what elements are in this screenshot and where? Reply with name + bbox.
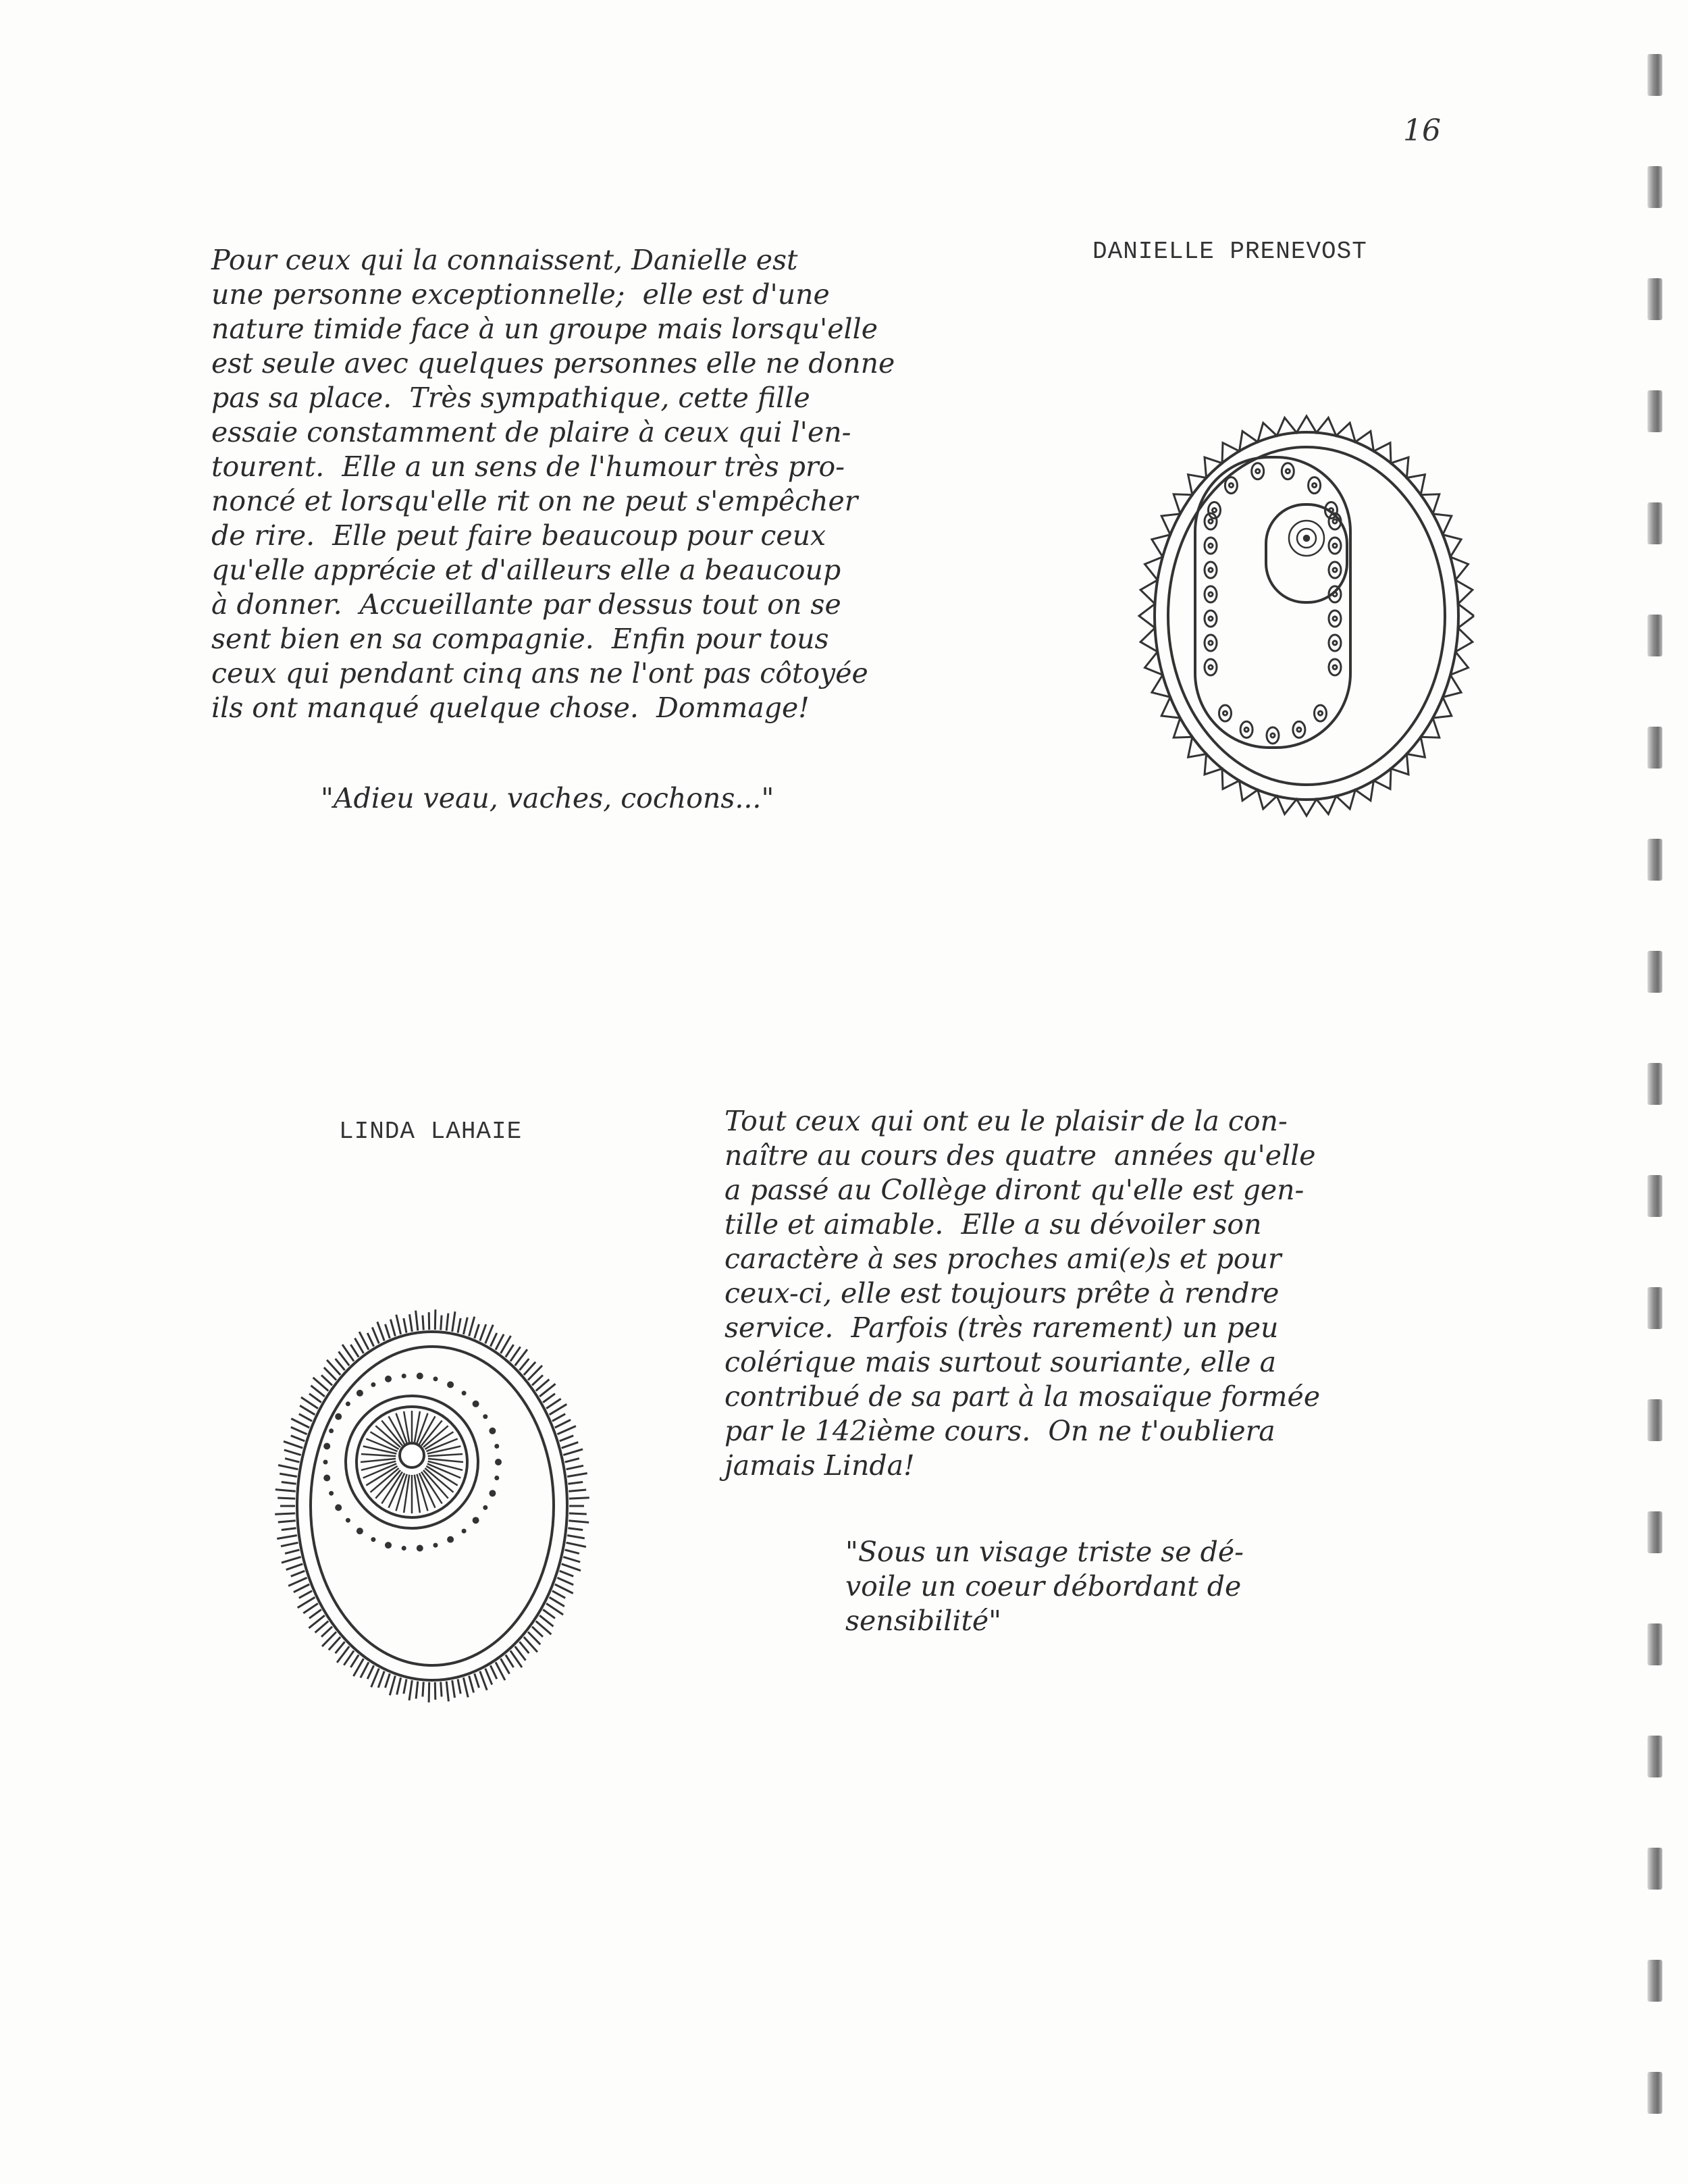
- dot: [473, 1517, 479, 1524]
- bead: [1205, 635, 1217, 651]
- dot: [346, 1518, 350, 1523]
- dot: [346, 1401, 350, 1406]
- hair-stroke: [569, 1498, 589, 1499]
- danielle-bio-line: ceux qui pendant cinq ans ne l'ont pas côtoyée: [211, 657, 868, 690]
- outer-oval: [1155, 432, 1458, 800]
- hair-stroke: [282, 1482, 296, 1484]
- inner-rounded-frame: [1195, 457, 1350, 748]
- dot: [483, 1505, 487, 1510]
- hair-stroke: [567, 1474, 587, 1477]
- hair-stroke: [390, 1320, 395, 1336]
- hair-stroke: [409, 1680, 412, 1700]
- hair-stroke: [278, 1465, 298, 1470]
- hair-stroke: [299, 1591, 312, 1598]
- hair-stroke: [480, 1324, 486, 1341]
- page-number: 16: [1403, 113, 1441, 148]
- spiky-outer-ring: [1139, 416, 1474, 816]
- bead: [1205, 610, 1217, 627]
- linda-bio-line: a passé au Collège diront qu'elle est gen-: [724, 1174, 1304, 1206]
- spike-zigzag: [1139, 416, 1474, 816]
- hair-stroke: [475, 1324, 479, 1338]
- linda-bio-line: ceux-ci, elle est toujours prête à rendre: [724, 1277, 1280, 1309]
- bead-core: [1209, 544, 1213, 548]
- hair-stroke: [475, 1673, 479, 1688]
- hair-stroke: [435, 1682, 436, 1700]
- danielle-bio-line: est seule avec quelques personnes elle ne donne: [211, 347, 895, 380]
- hair-stroke: [555, 1420, 571, 1428]
- bead: [1205, 538, 1217, 554]
- hair-stroke: [452, 1311, 455, 1332]
- linda-bio-line: jamais Linda!: [724, 1449, 915, 1482]
- dot: [335, 1413, 342, 1420]
- linda-oval-drawing: [260, 1286, 604, 1725]
- hair-stroke: [278, 1498, 295, 1499]
- hair-stroke: [294, 1584, 309, 1592]
- hair-stroke: [285, 1459, 299, 1463]
- hair-stroke: [350, 1345, 359, 1357]
- hair-stroke: [281, 1542, 298, 1546]
- linda-bio-line: colérique mais surtout souriante, elle a: [724, 1346, 1277, 1378]
- hair-stroke: [378, 1671, 384, 1688]
- hair-stroke: [416, 1311, 418, 1331]
- bead-core: [1229, 484, 1233, 488]
- hair-stroke: [469, 1317, 475, 1336]
- bead: [1205, 562, 1217, 578]
- hair-stroke: [372, 1327, 379, 1343]
- bead: [1240, 721, 1252, 737]
- dot: [462, 1529, 467, 1534]
- bead: [1205, 659, 1217, 675]
- hair-stroke: [397, 1678, 401, 1694]
- hair-stroke: [557, 1426, 576, 1434]
- linda-bio-line: caractère à ses proches ami(e)s et pour: [724, 1243, 1282, 1275]
- flower-center: [1289, 521, 1324, 556]
- bead-core: [1209, 519, 1213, 523]
- hair-stroke: [568, 1482, 583, 1484]
- dot: [462, 1390, 467, 1395]
- hair-stroke: [490, 1333, 496, 1347]
- hair-stroke: [490, 1665, 496, 1679]
- hair-stroke: [277, 1536, 297, 1539]
- ray: [428, 1454, 463, 1456]
- dot: [385, 1542, 392, 1549]
- bead-core: [1333, 519, 1337, 523]
- bead: [1309, 477, 1321, 494]
- hair-stroke: [284, 1441, 302, 1448]
- hair-stroke: [463, 1318, 467, 1334]
- bead-core: [1271, 733, 1275, 737]
- hair-stroke: [286, 1564, 303, 1570]
- binding-hole: [1647, 839, 1662, 881]
- ray: [363, 1447, 397, 1454]
- hair-stroke: [557, 1578, 573, 1585]
- hair-stroke: [552, 1591, 565, 1598]
- binding-hole: [1647, 390, 1662, 432]
- binding-hole: [1647, 1399, 1662, 1441]
- hair-stroke: [496, 1334, 504, 1350]
- hair-stroke: [560, 1436, 574, 1441]
- binding-hole: [1647, 1063, 1662, 1105]
- dot: [323, 1475, 330, 1482]
- hair-stroke: [291, 1436, 305, 1441]
- dot: [483, 1414, 487, 1419]
- danielle-bio-line: tourent. Elle a un sens de l'humour très pro-: [211, 450, 845, 483]
- binding-hole: [1647, 1623, 1662, 1665]
- middle-oval: [311, 1347, 554, 1665]
- hair-stroke: [371, 1669, 379, 1688]
- bead: [1315, 705, 1327, 721]
- hair-stroke: [485, 1669, 492, 1685]
- hair-stroke: [336, 1359, 345, 1370]
- linda-bio-line: tille et aimable. Elle a su dévoiler son: [724, 1208, 1262, 1241]
- hair-stroke: [519, 1359, 529, 1370]
- hair-stroke: [458, 1679, 460, 1694]
- binding-hole: [1647, 1736, 1662, 1777]
- dot: [371, 1537, 375, 1542]
- bead-core: [1244, 727, 1248, 731]
- bead-core: [1209, 641, 1213, 645]
- bead: [1329, 659, 1341, 675]
- hair-stroke: [410, 1314, 413, 1332]
- bead-core: [1223, 711, 1228, 715]
- hair-stroke: [309, 1609, 321, 1618]
- hair-stroke: [501, 1659, 510, 1674]
- binding-hole: [1647, 54, 1662, 96]
- hair-stroke: [506, 1655, 514, 1667]
- ray: [361, 1454, 396, 1456]
- danielle-bio-line: noncé et lorsqu'elle rit on ne peut s'empêcher: [211, 485, 858, 517]
- dot: [357, 1390, 363, 1397]
- danielle-bio-line: pas sa place. Très sympathique, cette fille: [211, 382, 810, 414]
- dot: [489, 1428, 496, 1434]
- hair-stroke: [568, 1528, 583, 1530]
- hair-stroke: [463, 1678, 468, 1697]
- linda-bio-line: par le 142ième cours. On ne t'oubliera: [724, 1415, 1275, 1447]
- bead-core: [1209, 592, 1213, 596]
- hair-stroke: [285, 1550, 299, 1554]
- center-eye: [400, 1443, 424, 1467]
- dot: [494, 1476, 499, 1480]
- bead: [1225, 477, 1237, 494]
- linda-quote: [845, 1535, 1386, 1638]
- bead-core: [1297, 727, 1301, 731]
- linda-bio-line: naître au cours des quatre années qu'elle: [724, 1139, 1316, 1172]
- hair-stroke: [506, 1345, 514, 1357]
- danielle-oval-drawing: [1124, 393, 1489, 839]
- hair-stroke: [336, 1642, 345, 1653]
- hair-stroke: [367, 1333, 373, 1347]
- danielle-bio-line: nature timide face à un groupe mais lorsqu'elle: [211, 313, 878, 345]
- dot: [335, 1504, 342, 1511]
- hair-stroke: [458, 1318, 460, 1333]
- hair-stroke: [562, 1442, 579, 1449]
- binding-hole: [1647, 1287, 1662, 1329]
- hair-stroke: [563, 1449, 583, 1455]
- hair-stroke: [282, 1528, 296, 1530]
- binding-hole: [1647, 615, 1662, 656]
- binding-hole: [1647, 166, 1662, 208]
- hair-stroke: [355, 1338, 364, 1354]
- bead: [1282, 463, 1294, 479]
- bead-core: [1333, 568, 1337, 572]
- hair-stroke: [390, 1675, 395, 1695]
- danielle-quote: [321, 781, 928, 816]
- bead-core: [1333, 617, 1337, 621]
- hair-stroke: [321, 1627, 332, 1637]
- danielle-bio-line: de rire. Elle peut faire beaucoup pour ceux: [211, 519, 826, 552]
- binding-hole: [1647, 951, 1662, 993]
- binding-hole: [1647, 1960, 1662, 2002]
- bead: [1293, 721, 1305, 737]
- bead-core: [1319, 711, 1323, 715]
- hair-stroke: [532, 1375, 543, 1385]
- hair-stroke: [361, 1662, 369, 1678]
- dot: [447, 1536, 454, 1543]
- hair-stroke: [441, 1316, 442, 1330]
- hair-stroke: [519, 1642, 529, 1653]
- danielle-bio-line: qu'elle apprécie et d'ailleurs elle a beaucoup: [211, 554, 841, 586]
- hair-stroke: [284, 1450, 301, 1455]
- danielle-bio: [211, 243, 1008, 725]
- bead-core: [1333, 665, 1337, 669]
- bead-core: [1313, 484, 1317, 488]
- bead-core: [1333, 641, 1337, 645]
- bead-core: [1256, 469, 1260, 473]
- hair-stroke: [562, 1564, 581, 1571]
- hair-stroke: [367, 1665, 373, 1679]
- ray: [428, 1459, 463, 1462]
- hair-stroke: [452, 1680, 455, 1698]
- binding-hole: [1647, 2072, 1662, 2114]
- hair-stroke: [560, 1571, 574, 1576]
- dot: [417, 1545, 423, 1552]
- dot: [371, 1382, 375, 1387]
- hair-stroke: [563, 1557, 580, 1562]
- danielle-bio-line: ils ont manqué quelque chose. Dommage!: [211, 692, 810, 724]
- bead: [1205, 586, 1217, 602]
- dot: [385, 1376, 392, 1382]
- hair-stroke: [291, 1419, 309, 1428]
- linda-name: LINDA LAHAIE: [339, 1118, 523, 1145]
- dot: [489, 1490, 496, 1497]
- hair-stroke: [300, 1405, 315, 1415]
- bead: [1267, 727, 1279, 744]
- hair-stroke: [416, 1682, 418, 1699]
- hairy-outer-ring: [275, 1309, 589, 1702]
- hair-stroke: [567, 1536, 585, 1538]
- danielle-bio-line: essaie constamment de plaire à ceux qui l'en-: [211, 416, 851, 448]
- linda-quote-line: voile un coeur débordant de: [845, 1570, 1242, 1603]
- danielle-quote-line: "Adieu veau, vaches, cochons...": [321, 782, 774, 814]
- hair-stroke: [282, 1557, 301, 1563]
- bead-core: [1333, 544, 1337, 548]
- binding-hole: [1647, 1175, 1662, 1217]
- hair-stroke: [543, 1609, 555, 1618]
- bead-core: [1213, 509, 1217, 513]
- hair-stroke: [303, 1603, 318, 1613]
- ray: [427, 1447, 461, 1454]
- hair-stroke: [396, 1315, 401, 1334]
- hair-stroke: [321, 1375, 332, 1385]
- ray: [361, 1459, 396, 1462]
- bead-core: [1286, 469, 1290, 473]
- dot: [433, 1376, 438, 1381]
- hair-stroke: [299, 1414, 312, 1422]
- hair-stroke: [386, 1673, 390, 1688]
- binding-hole: [1647, 1511, 1662, 1553]
- hair-stroke: [555, 1584, 573, 1593]
- bead: [1219, 705, 1232, 721]
- dot: [323, 1443, 330, 1450]
- dot: [357, 1528, 363, 1534]
- hair-stroke: [552, 1414, 565, 1422]
- hair-stroke: [441, 1682, 442, 1697]
- hair-stroke: [404, 1318, 406, 1333]
- dot: [323, 1460, 328, 1465]
- linda-quote-line: sensibilité": [845, 1605, 1002, 1637]
- bead-core: [1209, 665, 1213, 669]
- dot: [433, 1543, 438, 1548]
- hair-stroke: [485, 1325, 494, 1344]
- danielle-name: DANIELLE PRENEVOST: [1092, 238, 1367, 265]
- spiral-binding: [1642, 54, 1669, 2184]
- hair-stroke: [386, 1324, 390, 1338]
- binding-hole: [1647, 1848, 1662, 1890]
- hair-stroke: [404, 1679, 406, 1694]
- hair-stroke: [569, 1490, 586, 1491]
- dot: [329, 1428, 334, 1433]
- dot: [417, 1373, 423, 1380]
- bead: [1252, 463, 1264, 479]
- bead-core: [1209, 568, 1213, 572]
- hair-stroke: [566, 1542, 586, 1546]
- hair-stroke: [550, 1597, 564, 1607]
- danielle-bio-line: Pour ceux qui la connaissent, Danielle est: [211, 244, 798, 276]
- hair-stroke: [291, 1427, 307, 1434]
- bead: [1329, 610, 1341, 627]
- dot: [402, 1546, 406, 1551]
- linda-quote-line: "Sous un visage triste se dé-: [845, 1536, 1244, 1568]
- binding-hole: [1647, 727, 1662, 769]
- hair-stroke: [280, 1474, 297, 1476]
- linda-bio-line: Tout ceux qui ont eu le plaisir de la con-: [724, 1105, 1288, 1137]
- hair-stroke: [435, 1309, 436, 1330]
- hair-stroke: [377, 1322, 384, 1341]
- hair-stroke: [278, 1521, 296, 1522]
- hair-stroke: [288, 1578, 307, 1586]
- hair-stroke: [275, 1513, 295, 1514]
- dot: [494, 1444, 499, 1449]
- linda-bio-line: contribué de sa part à la mosaïque formée: [724, 1380, 1321, 1413]
- bead: [1329, 635, 1341, 651]
- danielle-bio-line: à donner. Accueillante par dessus tout on se: [211, 588, 841, 621]
- hair-stroke: [275, 1490, 296, 1492]
- dot: [329, 1491, 334, 1496]
- hair-stroke: [565, 1550, 579, 1554]
- bead: [1329, 538, 1341, 554]
- hair-stroke: [566, 1465, 583, 1469]
- hair-stroke: [309, 1394, 321, 1403]
- bead: [1329, 562, 1341, 578]
- hair-stroke: [546, 1399, 561, 1408]
- dot: [447, 1381, 454, 1388]
- hair-stroke: [532, 1627, 543, 1637]
- linda-bio-line: service. Parfois (très rarement) un peu: [724, 1311, 1279, 1344]
- hair-stroke: [480, 1671, 487, 1690]
- hair-stroke: [469, 1675, 474, 1692]
- hair-stroke: [291, 1571, 305, 1576]
- dot: [495, 1459, 502, 1465]
- hair-stroke: [446, 1314, 448, 1331]
- hair-stroke: [543, 1394, 555, 1403]
- bead-core: [1209, 617, 1213, 621]
- linda-bio: [724, 1104, 1447, 1483]
- danielle-bio-line: sent bien en sa compagnie. Enfin pour tous: [211, 623, 829, 655]
- danielle-bio-line: une personne exceptionnelle; elle est d'une: [211, 278, 830, 311]
- hair-stroke: [569, 1521, 589, 1523]
- dot: [402, 1374, 406, 1378]
- hair-stroke: [446, 1682, 448, 1702]
- binding-hole: [1647, 502, 1662, 544]
- dot: [473, 1401, 479, 1407]
- hair-stroke: [350, 1655, 359, 1667]
- hair-stroke: [565, 1459, 579, 1463]
- hair-stroke: [569, 1513, 587, 1514]
- binding-hole: [1647, 278, 1662, 320]
